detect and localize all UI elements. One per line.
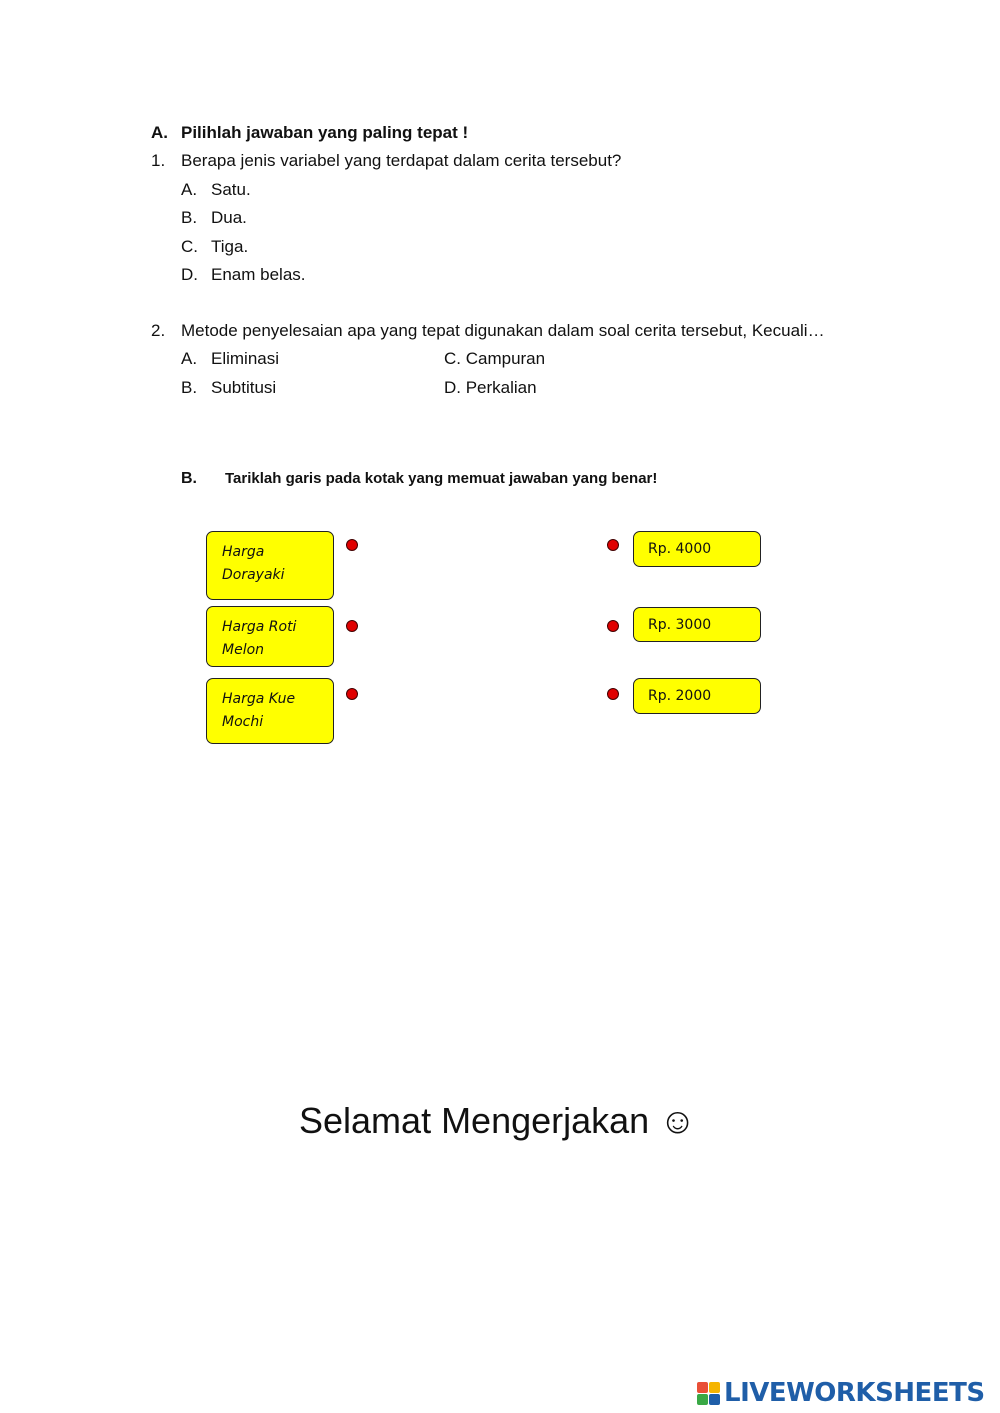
match-left-dot-2[interactable] xyxy=(346,620,358,632)
q2-option-a-letter: A. xyxy=(181,349,198,368)
match-left-box-dorayaki xyxy=(206,531,334,600)
q1-option-a[interactable]: Satu. xyxy=(211,180,251,199)
section-b-title: Tariklah garis pada kotak yang memuat jawaban yang benar! xyxy=(225,470,658,487)
match-left-label-line1: Harga xyxy=(222,544,265,560)
smiley-icon: ☺ xyxy=(659,1100,696,1141)
match-right-box-3000 xyxy=(633,607,761,642)
q1-option-c[interactable]: Tiga. xyxy=(211,237,249,256)
liveworksheets-logo xyxy=(697,1378,985,1408)
match-right-label: Rp. 3000 xyxy=(648,617,712,633)
match-right-dot-3[interactable] xyxy=(607,688,619,700)
closing-text: Selamat Mengerjakan xyxy=(299,1100,650,1141)
q1-option-b-letter: B. xyxy=(181,208,198,227)
match-left-label-line2: Mochi xyxy=(222,714,264,730)
match-right-box-2000 xyxy=(633,678,761,714)
q2-option-b[interactable]: Subtitusi xyxy=(211,378,277,397)
match-right-box-4000 xyxy=(633,531,761,567)
match-left-label-line2: Dorayaki xyxy=(222,567,285,583)
match-right-label: Rp. 4000 xyxy=(648,541,712,557)
q2-option-a[interactable]: Eliminasi xyxy=(211,349,280,368)
question-2-text: Metode penyelesaian apa yang tepat digunakan dalam soal cerita tersebut, Kecuali… xyxy=(181,321,825,340)
section-a-letter: A. xyxy=(151,123,168,142)
match-right-dot-2[interactable] xyxy=(607,620,619,632)
q2-option-c[interactable]: C. Campuran xyxy=(444,349,546,368)
q1-option-d-letter: D. xyxy=(181,265,198,284)
q1-option-b[interactable]: Dua. xyxy=(211,208,247,227)
match-right-dot-1[interactable] xyxy=(607,539,619,551)
q2-option-b-letter: B. xyxy=(181,378,198,397)
match-left-dot-3[interactable] xyxy=(346,688,358,700)
q2-option-d[interactable]: D. Perkalian xyxy=(444,378,537,397)
match-left-label-line1: Harga Roti xyxy=(222,619,297,635)
section-a-title: Pilihlah jawaban yang paling tepat ! xyxy=(181,123,469,142)
closing-message xyxy=(299,1099,696,1143)
logo-grid-icon xyxy=(697,1382,720,1405)
question-1-text: Berapa jenis variabel yang terdapat dalam cerita tersebut? xyxy=(181,151,622,170)
match-left-box-roti-melon xyxy=(206,606,334,667)
match-left-box-kue-mochi xyxy=(206,678,334,744)
q1-option-a-letter: A. xyxy=(181,180,198,199)
match-left-label-line1: Harga Kue xyxy=(222,691,296,707)
q1-option-c-letter: C. xyxy=(181,237,198,256)
match-left-dot-1[interactable] xyxy=(346,539,358,551)
question-1-number: 1. xyxy=(151,151,166,170)
section-b-letter: B. xyxy=(181,470,197,487)
logo-text: LIVEWORKSHEETS xyxy=(724,1378,985,1408)
question-2-number: 2. xyxy=(151,321,166,340)
match-left-label-line2: Melon xyxy=(222,642,265,658)
q1-option-d[interactable]: Enam belas. xyxy=(211,265,306,284)
match-right-label: Rp. 2000 xyxy=(648,688,712,704)
